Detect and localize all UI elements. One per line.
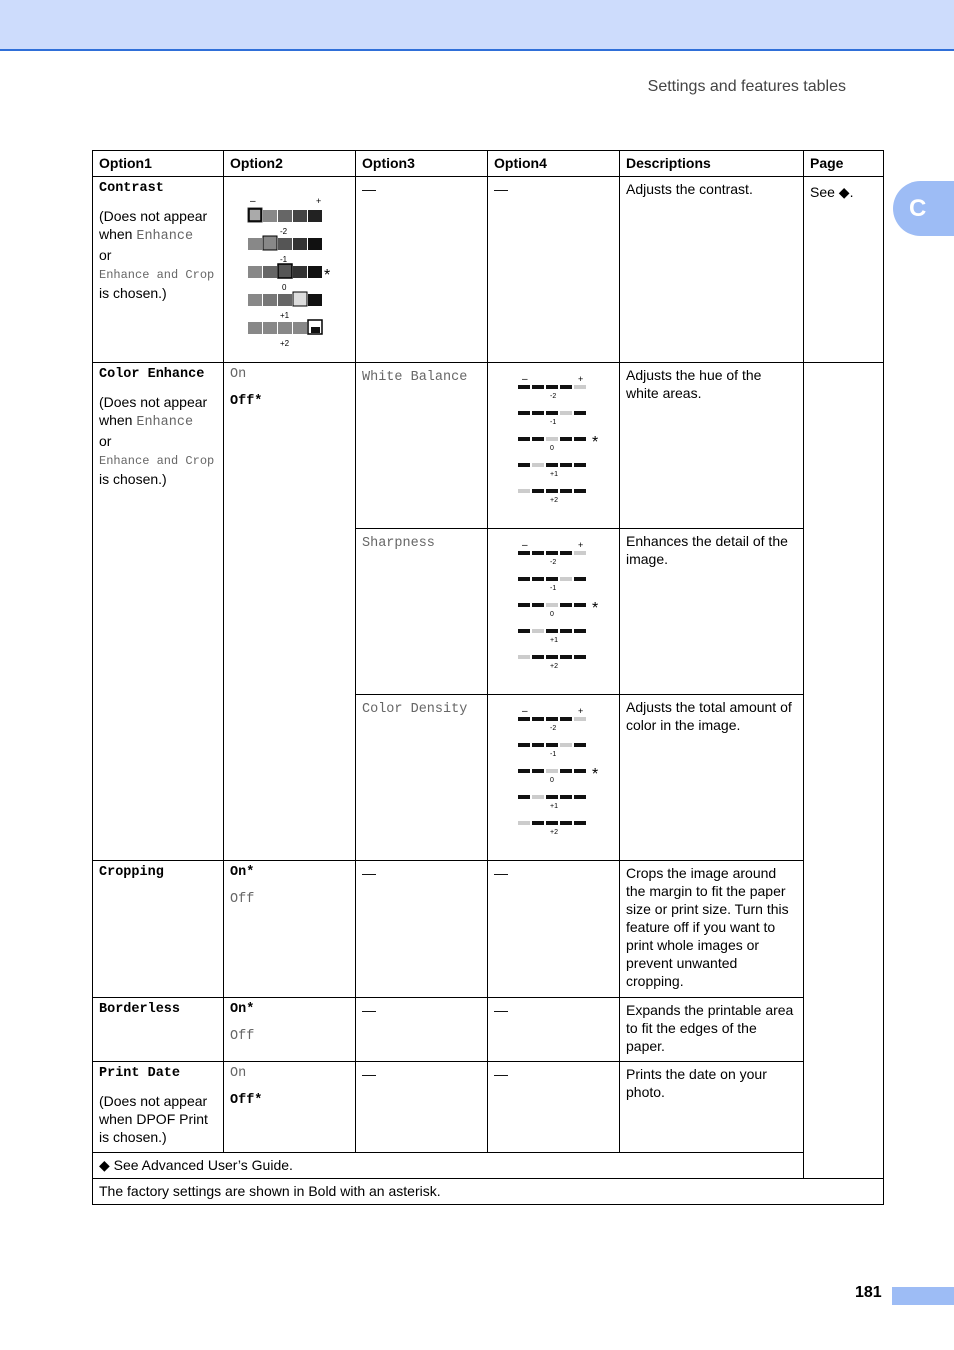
level-segment xyxy=(560,437,572,441)
level-segment xyxy=(518,629,530,633)
plus-label: + xyxy=(578,706,584,716)
level-segment xyxy=(532,629,544,633)
table-footer-row xyxy=(93,1179,884,1205)
level-segment xyxy=(546,577,558,581)
level-segment xyxy=(574,411,586,415)
level-segment xyxy=(546,743,558,747)
level-segment xyxy=(560,743,572,747)
cell-option2 xyxy=(224,363,356,861)
cell-option2 xyxy=(224,1062,356,1153)
level-segment xyxy=(574,437,586,441)
table-footer-row xyxy=(93,1153,884,1179)
level-segment xyxy=(532,795,544,799)
cell-option4 xyxy=(488,529,620,695)
col-header-page: Page xyxy=(804,151,884,177)
level-segment xyxy=(532,411,544,415)
level-row xyxy=(518,821,586,825)
level-segment xyxy=(574,629,586,633)
level-row xyxy=(518,577,586,581)
level-segment xyxy=(518,821,530,825)
white-balance-levels-icon xyxy=(494,370,604,505)
level-segment xyxy=(532,577,544,581)
cell-option4: — xyxy=(488,1062,620,1153)
cell-option3 xyxy=(356,363,488,529)
level-segment xyxy=(532,437,544,441)
option-off: Off xyxy=(230,892,255,907)
setting-note: (Does not appear when DPOF Print is chosen.) xyxy=(99,1093,208,1145)
note-code: Enhance and Crop xyxy=(99,454,215,468)
cell-page xyxy=(804,363,884,1179)
cell-option3: — xyxy=(356,177,488,363)
default-marker: * xyxy=(324,267,331,284)
level-row xyxy=(518,769,586,773)
level-row xyxy=(518,795,586,799)
level-segment xyxy=(518,795,530,799)
level-label: -1 xyxy=(550,585,557,592)
level-label: -1 xyxy=(550,419,557,426)
level-segment xyxy=(546,821,558,825)
note-text: is chosen.) xyxy=(99,471,167,487)
footnote-advanced-guide: ◆ See Advanced User’s Guide. xyxy=(93,1153,884,1179)
level-row xyxy=(518,717,586,721)
level-label: -2 xyxy=(280,227,288,236)
level-label: 0 xyxy=(550,445,554,452)
level-segment xyxy=(560,385,572,389)
level-segment xyxy=(532,655,544,659)
level-segment xyxy=(532,603,544,607)
cell-description: Enhances the detail of the image. xyxy=(620,529,804,695)
cell-option3: — xyxy=(356,1062,488,1153)
contrast-level-row xyxy=(248,208,322,222)
level-row xyxy=(518,655,586,659)
default-marker: * xyxy=(592,600,599,617)
level-segment xyxy=(518,717,530,721)
default-marker: * xyxy=(592,434,599,451)
level-segment xyxy=(574,603,586,607)
minus-label: – xyxy=(522,374,528,385)
level-segment xyxy=(546,463,558,467)
plus-label: + xyxy=(316,196,322,206)
level-segment xyxy=(546,489,558,493)
header-band xyxy=(0,0,954,51)
minus-label: – xyxy=(522,540,528,551)
level-segment xyxy=(574,821,586,825)
option-on-default: On* xyxy=(230,1002,255,1017)
level-segment xyxy=(518,437,530,441)
level-label: -2 xyxy=(550,559,557,566)
level-segment xyxy=(518,743,530,747)
table-row-color-enhance xyxy=(93,363,884,529)
setting-name: Color Enhance xyxy=(99,367,205,382)
page-number: 181 xyxy=(855,1284,882,1301)
cell-option2 xyxy=(224,861,356,998)
col-header-option2: Option2 xyxy=(224,151,356,177)
cell-option3: — xyxy=(356,861,488,998)
level-label: +2 xyxy=(280,339,290,348)
cell-option1 xyxy=(93,177,224,363)
level-segment xyxy=(546,385,558,389)
table-row-borderless xyxy=(93,998,884,1062)
settings-table xyxy=(92,150,884,1205)
level-segment xyxy=(546,655,558,659)
level-segment xyxy=(574,769,586,773)
cell-option2 xyxy=(224,177,356,363)
level-segment xyxy=(574,577,586,581)
col-header-option4: Option4 xyxy=(488,151,620,177)
level-segment xyxy=(518,489,530,493)
plus-label: + xyxy=(578,540,584,550)
cell-option2 xyxy=(224,998,356,1062)
col-header-option3: Option3 xyxy=(356,151,488,177)
option-off: Off xyxy=(230,1029,255,1044)
level-segment xyxy=(518,603,530,607)
level-row xyxy=(518,629,586,633)
setting-note xyxy=(99,393,217,488)
color-density-levels-icon xyxy=(494,702,604,837)
footnote-factory-settings: The factory settings are shown in Bold with an asterisk. xyxy=(93,1179,884,1205)
level-segment xyxy=(574,717,586,721)
setting-name: Cropping xyxy=(99,865,164,880)
cell-description: Expands the printable area to fit the edges of the paper. xyxy=(620,998,804,1062)
setting-name: White Balance xyxy=(362,370,468,385)
level-segment xyxy=(532,743,544,747)
level-label: -2 xyxy=(550,725,557,732)
level-label: 0 xyxy=(550,611,554,618)
level-segment xyxy=(546,437,558,441)
level-segment xyxy=(574,655,586,659)
note-code: Enhance xyxy=(136,415,194,430)
note-text: (Does not appear when xyxy=(99,394,208,428)
cell-description: Crops the image around the margin to fit the paper size or print size. Turn this feature off if you want to print whole images or prevent unwanted cropping. xyxy=(620,861,804,998)
cell-option4: — xyxy=(488,861,620,998)
level-segment xyxy=(560,769,572,773)
level-segment xyxy=(560,821,572,825)
level-segment xyxy=(532,769,544,773)
option-off-default: Off* xyxy=(230,394,263,409)
cell-option4: — xyxy=(488,177,620,363)
table-row-cropping xyxy=(93,861,884,998)
level-label: -2 xyxy=(550,393,557,400)
level-segment xyxy=(518,577,530,581)
cell-option4 xyxy=(488,363,620,529)
level-row xyxy=(518,463,586,467)
table-row-print-date xyxy=(93,1062,884,1153)
cell-option3 xyxy=(356,529,488,695)
cell-option3 xyxy=(356,695,488,861)
level-label: -1 xyxy=(280,255,288,264)
level-segment xyxy=(546,795,558,799)
minus-label: – xyxy=(250,196,256,207)
level-segment xyxy=(560,795,572,799)
level-segment xyxy=(532,463,544,467)
cell-option4 xyxy=(488,695,620,861)
level-row xyxy=(518,551,586,555)
note-code: Enhance and Crop xyxy=(99,268,215,282)
cell-description: Adjusts the total amount of color in the image. xyxy=(620,695,804,861)
cell-option4: — xyxy=(488,998,620,1062)
level-label: 0 xyxy=(282,283,287,292)
cell-option3: — xyxy=(356,998,488,1062)
level-segment xyxy=(574,385,586,389)
level-segment xyxy=(574,795,586,799)
cell-description: Adjusts the contrast. xyxy=(620,177,804,363)
contrast-level-row xyxy=(248,320,322,334)
level-segment xyxy=(518,385,530,389)
level-segment xyxy=(574,743,586,747)
note-text: is chosen.) xyxy=(99,285,167,301)
contrast-levels-icon xyxy=(230,190,350,350)
sharpness-levels-icon xyxy=(494,536,604,671)
level-segment xyxy=(546,603,558,607)
level-row xyxy=(518,411,586,415)
default-marker: * xyxy=(592,766,599,783)
cell-option1 xyxy=(93,363,224,861)
level-label: +2 xyxy=(550,497,558,504)
setting-name: Borderless xyxy=(99,1002,181,1017)
level-row xyxy=(518,385,586,389)
note-text: (Does not appear when xyxy=(99,208,208,242)
contrast-level-row xyxy=(248,236,322,250)
level-segment xyxy=(518,655,530,659)
level-segment xyxy=(532,821,544,825)
cell-option1 xyxy=(93,1062,224,1153)
level-segment xyxy=(518,463,530,467)
level-segment xyxy=(574,489,586,493)
chapter-tab: C xyxy=(893,181,954,236)
cell-page: See ◆. xyxy=(804,177,884,363)
option-on: On xyxy=(230,367,247,382)
level-segment xyxy=(546,629,558,633)
level-label: +1 xyxy=(550,471,558,478)
level-segment xyxy=(560,577,572,581)
level-label: +2 xyxy=(550,663,558,670)
note-code: Enhance xyxy=(136,229,194,244)
page-number-bar xyxy=(892,1287,954,1305)
plus-label: + xyxy=(578,374,584,384)
cell-description: Adjusts the hue of the white areas. xyxy=(620,363,804,529)
level-segment xyxy=(560,655,572,659)
level-label: +2 xyxy=(550,829,558,836)
level-segment xyxy=(560,463,572,467)
level-segment xyxy=(546,717,558,721)
level-segment xyxy=(574,551,586,555)
setting-name: Contrast xyxy=(99,181,164,196)
cell-option1 xyxy=(93,998,224,1062)
col-header-option1: Option1 xyxy=(93,151,224,177)
level-segment xyxy=(518,551,530,555)
level-label: -1 xyxy=(550,751,557,758)
level-row xyxy=(518,743,586,747)
level-segment xyxy=(546,551,558,555)
note-text: or xyxy=(99,247,112,263)
contrast-level-row xyxy=(248,264,322,278)
option-on: On xyxy=(230,1066,247,1081)
level-row xyxy=(518,603,586,607)
level-segment xyxy=(560,629,572,633)
level-row xyxy=(518,489,586,493)
level-segment xyxy=(560,603,572,607)
cell-option1 xyxy=(93,861,224,998)
level-segment xyxy=(560,717,572,721)
col-header-descriptions: Descriptions xyxy=(620,151,804,177)
contrast-level-row xyxy=(248,292,322,306)
option-off-default: Off* xyxy=(230,1093,263,1108)
level-segment xyxy=(518,411,530,415)
level-segment xyxy=(560,489,572,493)
level-label: +1 xyxy=(550,637,558,644)
level-segment xyxy=(560,411,572,415)
level-row xyxy=(518,437,586,441)
note-text: or xyxy=(99,433,112,449)
level-segment xyxy=(560,551,572,555)
setting-note xyxy=(99,207,217,302)
running-title: Settings and features tables xyxy=(647,78,846,95)
level-label: 0 xyxy=(550,777,554,784)
level-segment xyxy=(532,385,544,389)
setting-name: Sharpness xyxy=(362,536,435,551)
level-segment xyxy=(574,463,586,467)
table-header-row xyxy=(93,151,884,177)
level-label: +1 xyxy=(280,311,290,320)
setting-name: Print Date xyxy=(99,1066,181,1081)
level-segment xyxy=(518,769,530,773)
setting-name: Color Density xyxy=(362,702,468,717)
minus-label: – xyxy=(522,706,528,717)
level-segment xyxy=(546,769,558,773)
level-segment xyxy=(532,717,544,721)
table-row-contrast xyxy=(93,177,884,363)
level-label: +1 xyxy=(550,803,558,810)
cell-description: Prints the date on your photo. xyxy=(620,1062,804,1153)
option-on-default: On* xyxy=(230,865,255,880)
level-segment xyxy=(532,489,544,493)
level-segment xyxy=(532,551,544,555)
level-segment xyxy=(546,411,558,415)
